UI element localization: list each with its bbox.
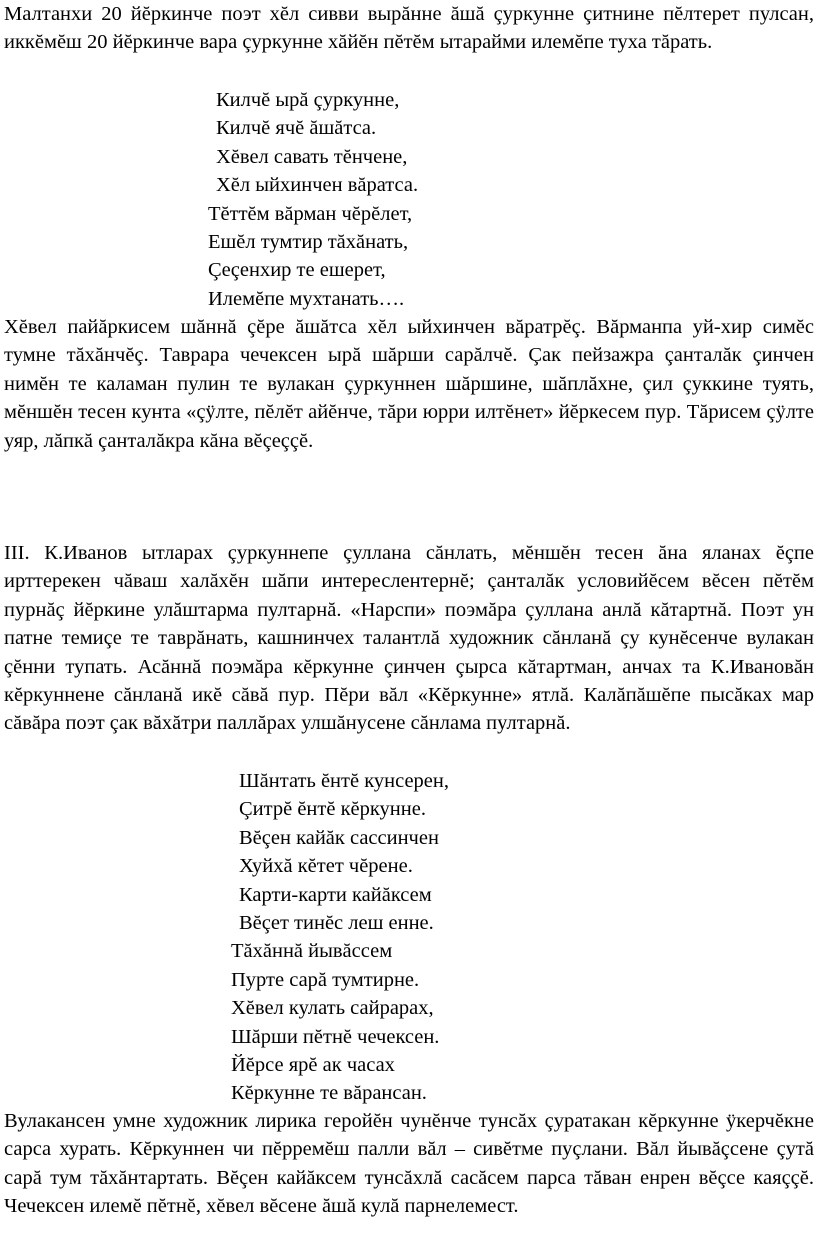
poem2-stanza1 xyxy=(239,767,449,937)
poem-line: Илемĕпе мухтанать…. xyxy=(208,287,405,310)
poem-line: Карти-карти кайăксем xyxy=(239,883,432,906)
poem-line: Çеçенхир те ешерет, xyxy=(208,259,386,282)
poem2-stanza2 xyxy=(231,937,439,1107)
poem-line: Шăрши пĕтнĕ чечексен. xyxy=(231,1025,440,1048)
poem-line: Хуйхă кĕтет чĕрене. xyxy=(239,855,413,878)
poem-line: Пурте сарă тумтирне. xyxy=(231,968,420,991)
poem-line: Кĕркунне те вăрансан. xyxy=(231,1082,427,1105)
autumn-paragraph: Вулакансен умне художник лирика геройĕн чунĕнче тунсăх çуратакан кĕркунне ÿкерчĕкне сарса хурать. Кĕркуннен чи пĕрремĕш палли вăл – сивĕтме пуçлани. Вăл йывăçсене çутă сарă тум тăхăнтартать. Вĕçен кайăксем тунсăхлă сасăсем парса тăван енрен вĕçсе каяççĕ. Чечексен илемĕ пĕтнĕ, хĕвел вĕсене ăшă кулă парнелемест. xyxy=(4,1110,814,1218)
poem-line: Шăнтать ĕнтĕ кунсерен, xyxy=(239,770,449,792)
poem-line: Çитрĕ ĕнтĕ кĕркунне. xyxy=(239,798,426,821)
poem-line: Килчĕ ячĕ ăшăтса. xyxy=(216,117,377,140)
poem-line: Килчĕ ырă çуркунне, xyxy=(216,89,400,111)
poem-line: Вĕçен кайăк сассинчен xyxy=(239,826,439,849)
intro-paragraph: Малтанхи 20 йĕркинче поэт хĕл сивви вырăнне ăшă çуркунне çитнине пĕлтерет пулсан, иккĕмĕш 20 йĕркинче вара çуркунне хăйĕн пĕтĕм ытарайми илемĕпе туха тăрать. xyxy=(4,3,814,54)
poem1-stanza2 xyxy=(208,200,412,314)
poem-line: Ешĕл тумтир тăхăнать, xyxy=(208,230,409,253)
section-iii-paragraph: III. К.Иванов ытларах çуркуннепе çуллана сăнлать, мĕншĕн тесен ăна яланах ĕçпе ирттерекен чăваш халăхĕн шăпи интереслентернĕ; çанталăк условийĕсем вĕсен пĕтĕм пурнăç йĕркине улăштарма пултарнă. «Нарспи» поэмăра çуллана анлă кăтартнă. Поэт ун патне темиçе те таврăнать, кашнинчех талантлă художник сăнланă çу кунĕсенче вулакан çĕнни тупать. Асăннă поэмăра кĕркунне çинчен çырса кăтартман, анчах та К.Ивановăн кĕркуннене сăнланă икĕ сăвă пур. Пĕри вăл «Кĕркунне» ятлă. Калăпăшĕпе пысăках мар сăвăра поэт çак вăхăтри паллăрах улшăнусене сăнлама пултарнă. xyxy=(4,542,814,735)
poem-line: Тĕттĕм вăрман чĕрĕлет, xyxy=(208,202,413,225)
poem1-stanza1 xyxy=(216,86,418,200)
paragraph-spring-pictures: Хĕвел пайăркисем шăннă çĕре ăшăтса хĕл ыйхинчен вăратрĕç. Вăрманпа уй-хир симĕс тумне тăхăнчĕç. Таврара чечексен ырă шăрши сарăлчĕ. Çак пейзажра çанталăк çинчен нимĕн те каламан пулин те вулакан çуркуннен шăршине, шăплăхне, çил çуккине туять, мĕншĕн тесен кунта «çÿлте, пĕлĕт айĕнче, тăри юрри илтĕнет» йĕркесем пур. Тăрисем çÿлте уяр, лăпкă çанталăкра кăна вĕçеççĕ. xyxy=(4,316,814,452)
poem-line: Вĕçет тинĕс леш енне. xyxy=(239,911,434,934)
poem-line: Хĕвел савать тĕнчене, xyxy=(216,145,408,168)
poem-line: Хĕвел кулать сайрарах, xyxy=(231,997,434,1020)
poem-line: Тăхăннă йывăссем xyxy=(231,940,393,963)
poem-line: Хĕл ыйхинчен вăратса. xyxy=(216,174,419,197)
poem-line: Йĕрсе ярĕ ак часах xyxy=(231,1053,395,1076)
